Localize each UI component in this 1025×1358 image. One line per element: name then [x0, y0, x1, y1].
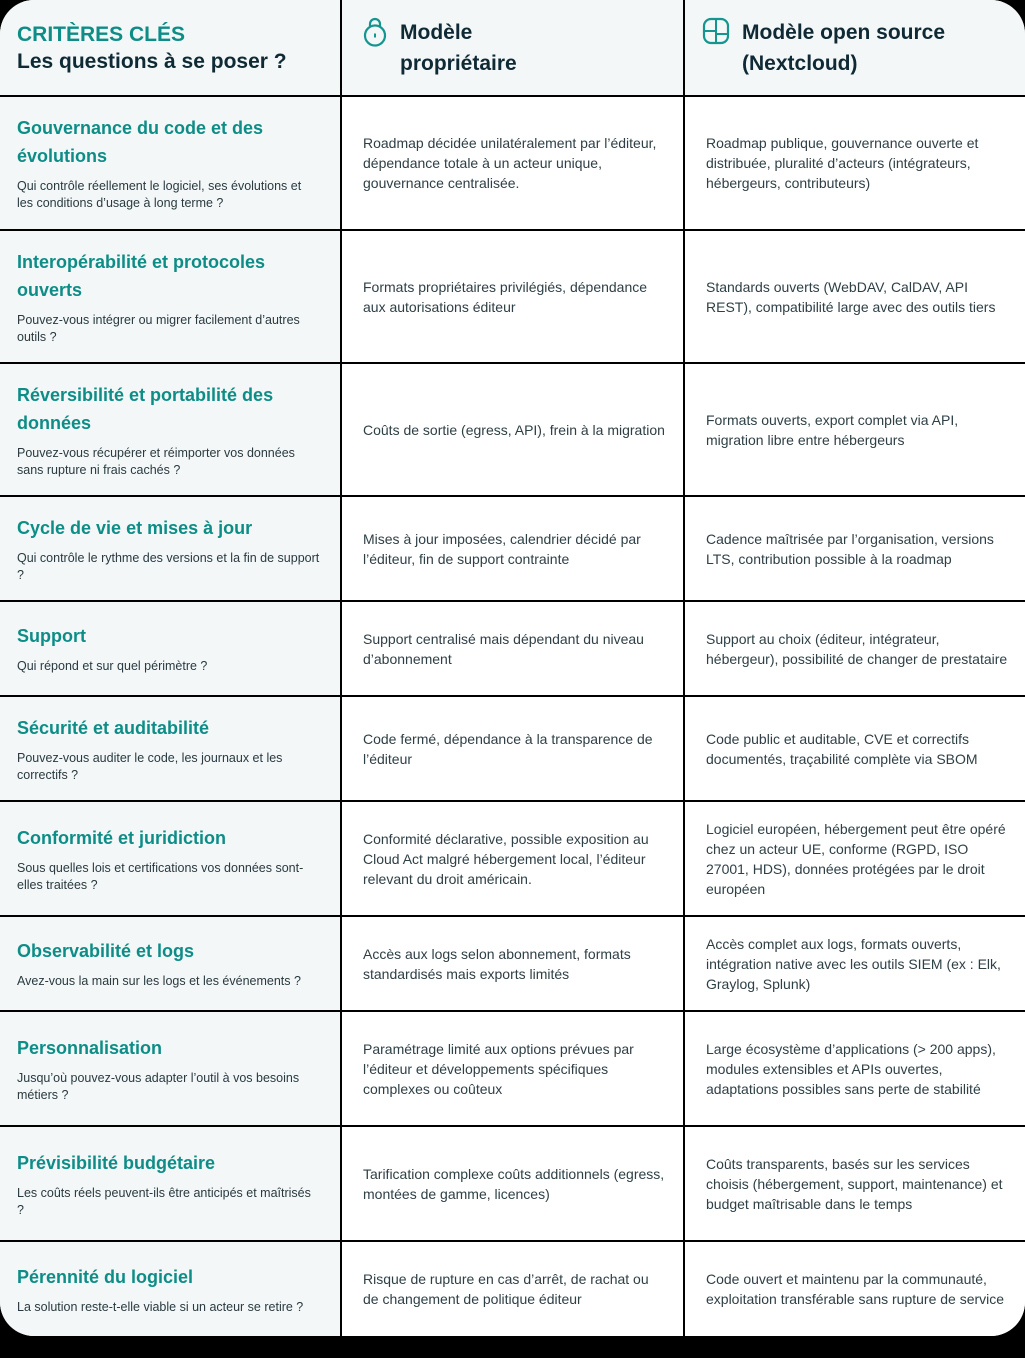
- open-source-cell: [685, 917, 1025, 1012]
- proprietary-cell: [342, 1242, 685, 1336]
- criteria-title: Cycle de vie et mises à jour: [17, 517, 253, 538]
- header-proprietary: [342, 0, 685, 97]
- proprietary-text: Conformité déclarative, possible exposition au Cloud Act malgré hébergement local, l’éditeur relevant du droit américain.: [363, 830, 649, 887]
- proprietary-cell: [342, 1012, 685, 1127]
- open-source-cell: [685, 602, 1025, 697]
- open-source-cell: [685, 364, 1025, 497]
- proprietary-text: Mises à jour imposées, calendrier décidé par l’éditeur, fin de support contrainte: [363, 530, 641, 567]
- proprietary-text: Support centralisé mais dépendant du niveau d’abonnement: [363, 630, 644, 667]
- criteria-title: Gouvernance du code et des évolutions: [17, 118, 264, 166]
- open-source-cell: [685, 497, 1025, 602]
- header-proprietary-line2: propriétaire: [400, 52, 517, 75]
- open-source-text: Standards ouverts (WebDAV, CalDAV, API REST), compatibilité large avec des outils tiers: [706, 278, 996, 315]
- header-kicker: CRITÈRES CLÉS: [17, 23, 186, 46]
- criteria-question: Qui contrôle le rythme des versions et la fin de support ?: [17, 550, 320, 582]
- open-source-cell: [685, 697, 1025, 802]
- criteria-question: Pouvez-vous récupérer et réimporter vos données sans rupture ni frais cachés ?: [17, 445, 295, 477]
- table-row: [0, 697, 1025, 802]
- criteria-title: Personnalisation: [17, 1037, 163, 1058]
- criteria-title: Sécurité et auditabilité: [17, 717, 210, 738]
- criteria-question: Pouvez-vous intégrer ou migrer facilement d’autres outils ?: [17, 312, 300, 344]
- proprietary-cell: [342, 497, 685, 602]
- criteria-question: Qui répond et sur quel périmètre ?: [17, 659, 208, 673]
- proprietary-text: Tarification complexe coûts additionnels (egress, montées de gamme, licences): [363, 1165, 665, 1202]
- criteria-cell: [0, 364, 342, 497]
- open-source-cell: [685, 1127, 1025, 1242]
- criteria-question: Jusqu’où pouvez-vous adapter l’outil à vos besoins métiers ?: [17, 1070, 300, 1102]
- criteria-cell: [0, 697, 342, 802]
- open-source-cell: [685, 1242, 1025, 1336]
- header-open-source: [685, 0, 1025, 97]
- criteria-title: Prévisibilité budgétaire: [17, 1152, 216, 1173]
- table-row: [0, 497, 1025, 602]
- criteria-cell: [0, 97, 342, 231]
- open-source-text: Formats ouverts, export complet via API, migration libre entre hébergeurs: [706, 411, 959, 448]
- open-source-text: Code public et auditable, CVE et correctifs documentés, traçabilité complète via SBOM: [706, 730, 978, 767]
- proprietary-text: Roadmap décidée unilatéralement par l’éditeur, dépendance totale à un acteur unique, gouvernance centralisée.: [363, 135, 657, 191]
- criteria-cell: [0, 1012, 342, 1127]
- open-source-text: Large écosystème d’applications (> 200 apps), modules extensibles et APIs ouvertes, adaptations possibles sans perte de stabilité: [706, 1040, 996, 1097]
- table-row: [0, 364, 1025, 497]
- table-row: [0, 602, 1025, 697]
- open-source-text: Roadmap publique, gouvernance ouverte et distribuée, pluralité d’acteurs (intégrateurs, hébergeurs, contributeurs): [706, 135, 979, 191]
- criteria-cell: [0, 497, 342, 602]
- open-source-cell: [685, 802, 1025, 917]
- table-row: [0, 231, 1025, 364]
- proprietary-cell: [342, 97, 685, 231]
- header-open-source-line2: (Nextcloud): [742, 52, 858, 75]
- table-row: [0, 1242, 1025, 1336]
- proprietary-cell: [342, 697, 685, 802]
- proprietary-cell: [342, 917, 685, 1012]
- open-source-cell: [685, 231, 1025, 364]
- proprietary-cell: [342, 602, 685, 697]
- criteria-question: Sous quelles lois et certifications vos données sont-elles traitées ?: [17, 860, 304, 892]
- proprietary-text: Coûts de sortie (egress, API), frein à la migration: [363, 421, 665, 438]
- criteria-title: Pérennité du logiciel: [17, 1266, 194, 1287]
- table-row: [0, 1012, 1025, 1127]
- criteria-cell: [0, 802, 342, 917]
- table-body: [0, 97, 1025, 1336]
- proprietary-cell: [342, 802, 685, 917]
- open-source-text: Code ouvert et maintenu par la communauté, exploitation transférable sans rupture de service: [706, 1271, 1005, 1307]
- proprietary-text: Paramétrage limité aux options prévues par l’éditeur et développements spécifiques complexes ou coûteux: [363, 1040, 634, 1097]
- open-source-cell: [685, 97, 1025, 231]
- open-source-text: Cadence maîtrisée par l’organisation, versions LTS, contribution possible à la roadmap: [706, 530, 994, 567]
- criteria-cell: [0, 1127, 342, 1242]
- proprietary-text: Formats propriétaires privilégiés, dépendance aux autorisations éditeur: [363, 278, 648, 315]
- proprietary-cell: [342, 1127, 685, 1242]
- proprietary-text: Risque de rupture en cas d’arrêt, de rachat ou de changement de politique éditeur: [363, 1271, 649, 1307]
- proprietary-cell: [342, 231, 685, 364]
- proprietary-cell: [342, 364, 685, 497]
- lock-icon: [362, 17, 388, 47]
- header-open-source-line1: Modèle open source: [742, 21, 946, 44]
- table-row: [0, 1127, 1025, 1242]
- criteria-cell: [0, 602, 342, 697]
- criteria-title: Observabilité et logs: [17, 941, 195, 961]
- table-row: [0, 802, 1025, 917]
- criteria-cell: [0, 917, 342, 1012]
- criteria-cell: [0, 231, 342, 364]
- criteria-title: Interopérabilité et protocoles ouverts: [17, 251, 266, 300]
- criteria-title: Réversibilité et portabilité des données: [17, 384, 274, 433]
- table-row: [0, 97, 1025, 231]
- criteria-cell: [0, 1242, 342, 1336]
- criteria-title: Support: [17, 626, 86, 646]
- criteria-question: Pouvez-vous auditer le code, les journaux et les correctifs ?: [17, 750, 283, 782]
- criteria-question: Les coûts réels peuvent-ils être anticipés et maîtrisés ?: [17, 1185, 311, 1217]
- open-source-text: Logiciel européen, hébergement peut être opéré chez un acteur UE, conforme (RGPD, ISO 27001, HDS), données protégées par le droit européen: [706, 820, 1006, 897]
- header-headline: Les questions à se poser ?: [17, 50, 287, 73]
- criteria-title: Conformité et juridiction: [17, 827, 226, 848]
- proprietary-text: Code fermé, dépendance à la transparence de l’éditeur: [363, 730, 653, 767]
- criteria-question: La solution reste-t-elle viable si un acteur se retire ?: [17, 1299, 304, 1314]
- criteria-question: Avez-vous la main sur les logs et les événements ?: [17, 974, 301, 988]
- header-proprietary-line1: Modèle: [400, 21, 473, 44]
- grid-icon: [702, 17, 730, 47]
- open-source-text: Support au choix (éditeur, intégrateur, hébergeur), possibilité de changer de prestataire: [706, 630, 1008, 667]
- open-source-text: Accès complet aux logs, formats ouverts, intégration native avec les outils SIEM (ex : Elk, Graylog, Splunk): [706, 935, 1001, 992]
- table-row: [0, 917, 1025, 1012]
- criteria-question: Qui contrôle réellement le logiciel, ses évolutions et les conditions d’usage à long terme ?: [17, 179, 302, 210]
- table-header: [0, 0, 1025, 97]
- header-criteria: [0, 0, 342, 97]
- proprietary-text: Accès aux logs selon abonnement, formats standardisés mais exports limités: [363, 945, 631, 982]
- open-source-text: Coûts transparents, basés sur les services choisis (hébergement, support, maintenance) et budget maîtrisable dans le temps: [706, 1155, 1003, 1212]
- open-source-cell: [685, 1012, 1025, 1127]
